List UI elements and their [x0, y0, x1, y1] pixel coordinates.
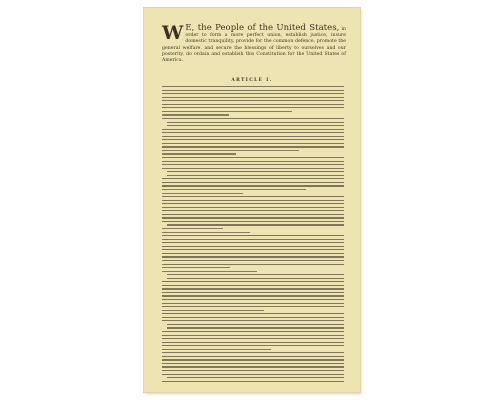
article-heading: ARTICLE I.	[231, 78, 273, 83]
text-line	[162, 185, 344, 186]
text-line	[162, 295, 344, 296]
text-line	[162, 210, 344, 211]
text-line	[162, 264, 344, 265]
text-line	[162, 93, 344, 94]
text-line	[162, 249, 344, 250]
article-body-text	[162, 86, 344, 386]
text-line	[167, 125, 344, 126]
text-line	[162, 143, 344, 144]
text-line	[162, 256, 344, 257]
text-line	[162, 104, 344, 105]
text-line	[162, 132, 344, 133]
text-line	[167, 278, 344, 279]
text-line	[162, 178, 344, 179]
text-line	[162, 299, 344, 300]
text-line	[162, 363, 344, 364]
text-line	[162, 217, 344, 218]
text-line	[162, 203, 344, 204]
text-line	[162, 150, 299, 151]
text-line	[162, 310, 264, 311]
text-line	[162, 182, 344, 183]
text-line	[162, 168, 344, 169]
text-line	[162, 90, 344, 91]
text-line	[162, 285, 344, 286]
text-line	[162, 118, 344, 119]
preamble-opening: E, the People of the United States,	[185, 23, 340, 33]
text-line	[162, 370, 344, 371]
text-line	[162, 366, 344, 367]
text-line	[167, 377, 344, 378]
text-line	[162, 114, 229, 115]
text-line	[162, 157, 344, 158]
text-line	[162, 153, 236, 154]
text-line	[162, 164, 344, 165]
text-line	[162, 107, 344, 108]
text-line	[162, 100, 344, 101]
text-line	[167, 171, 344, 172]
text-line	[162, 292, 344, 293]
text-line	[162, 232, 250, 233]
text-line	[162, 271, 257, 272]
text-line	[162, 86, 344, 87]
text-line	[162, 335, 344, 336]
text-line	[162, 303, 344, 304]
text-line	[162, 320, 344, 321]
text-line	[162, 306, 344, 307]
text-line	[162, 221, 344, 222]
text-line	[162, 374, 344, 375]
text-line	[162, 193, 243, 194]
text-line	[167, 224, 344, 225]
text-line	[162, 313, 344, 314]
text-line	[162, 331, 344, 332]
text-line	[162, 349, 271, 350]
text-line	[162, 281, 344, 282]
text-line	[162, 146, 344, 147]
text-line	[162, 111, 292, 112]
text-line	[162, 161, 344, 162]
text-line	[162, 136, 344, 137]
text-line	[162, 253, 344, 254]
text-line	[162, 288, 344, 289]
text-line	[162, 338, 344, 339]
text-line	[162, 139, 344, 140]
text-line	[162, 359, 344, 360]
preamble-text: in order to form a more perfect union, establish justice, insure domestic tranquility, provide for the common defence, promote the general welfare, and secure the blessings of liberty to ourselves and our posterity, do ordain and establish this Constitution for the United States of America.	[162, 27, 346, 64]
text-line	[167, 274, 344, 275]
text-line	[167, 324, 344, 325]
text-line	[167, 122, 344, 123]
text-line	[162, 342, 344, 343]
text-line	[162, 207, 344, 208]
text-line	[162, 345, 344, 346]
text-line	[162, 239, 344, 240]
preamble	[162, 24, 346, 64]
text-line	[167, 327, 344, 328]
text-line	[167, 175, 344, 176]
constitution-page	[144, 8, 360, 392]
text-line	[162, 356, 344, 357]
text-line	[162, 228, 223, 229]
text-line	[162, 317, 344, 318]
text-line	[162, 200, 344, 201]
drop-cap-letter: W	[162, 22, 184, 44]
text-line	[162, 246, 344, 247]
text-line	[162, 196, 344, 197]
text-line	[162, 235, 344, 236]
text-line	[162, 381, 344, 382]
text-line	[162, 352, 344, 353]
text-line	[162, 97, 344, 98]
text-line	[162, 267, 230, 268]
text-line	[162, 214, 344, 215]
text-line	[162, 260, 344, 261]
text-line	[162, 189, 306, 190]
text-line	[162, 242, 344, 243]
text-line	[162, 129, 344, 130]
